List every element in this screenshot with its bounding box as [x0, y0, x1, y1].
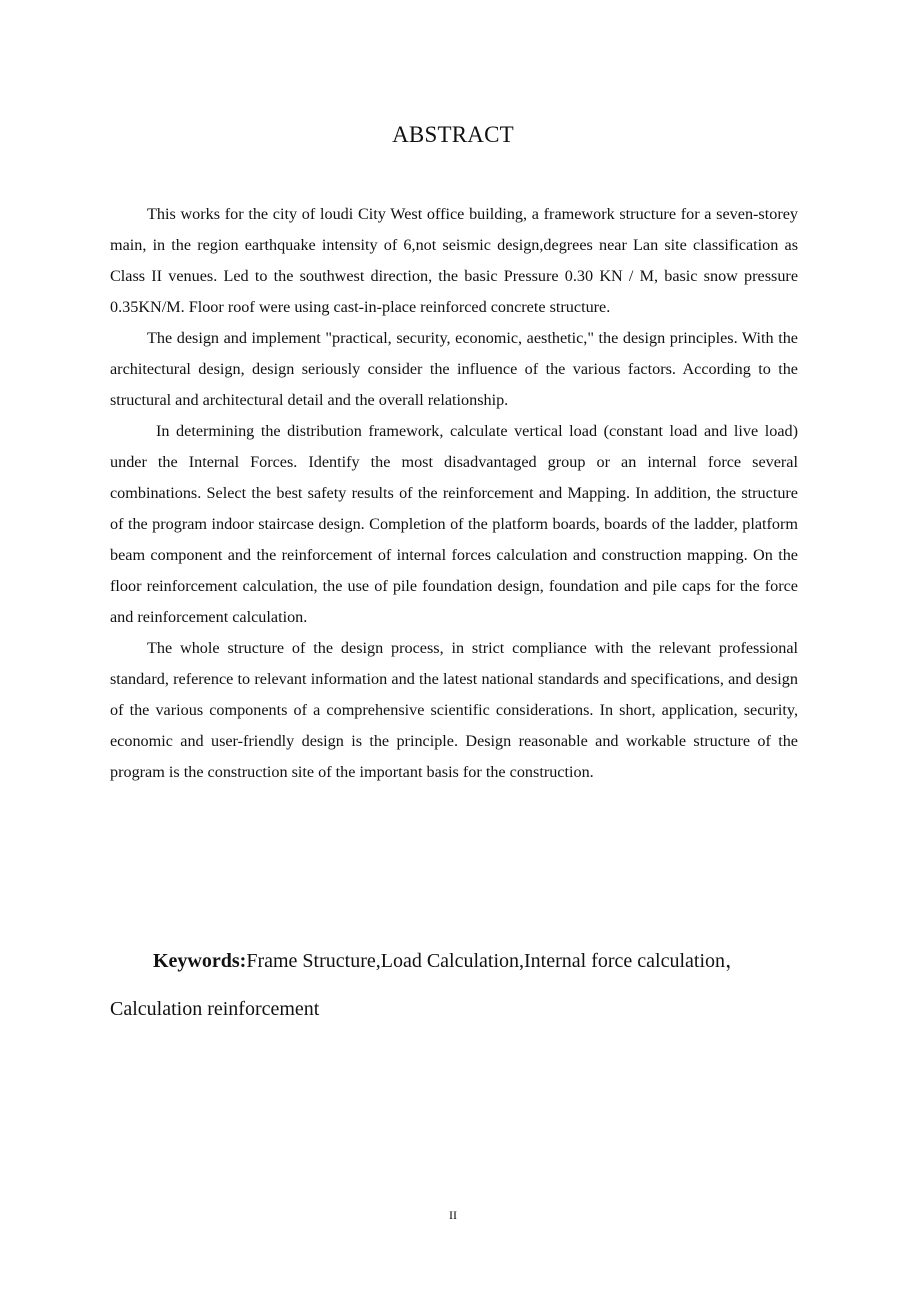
abstract-paragraph-3: In determining the distribution framework, calculate vertical load (constant load and live load) under the Internal Forces. Identify the most disadvantaged group or an internal force several combinations. Select the best safety results of the reinforcement and Mapping. In addition, the structure of the program indoor staircase design. Completion of the platform boards, boards of the ladder, platform beam component and the reinforcement of internal forces calculation and construction mapping. On the floor reinforcement calculation, the use of pile foundation design, foundation and pile caps for the force and reinforcement calculation. — [110, 422, 798, 626]
abstract-paragraph-2: The design and implement "practical, security, economic, aesthetic," the design principles. With the architectural design, design seriously consider the influence of the various factors. According to the structural and architectural detail and the overall relationship. — [110, 329, 798, 409]
keywords-label: Keywords: — [153, 950, 247, 972]
keywords-text: Frame Structure,Load Calculation,Internal force calculation，Calculation reinforcement — [110, 950, 746, 1020]
keywords-line — [110, 937, 800, 1033]
abstract-paragraph-4: The whole structure of the design process, in strict compliance with the relevant professional standard, reference to relevant information and the latest national standards and specifications, and design of the various components of a comprehensive scientific considerations. In short, application, security, economic and user-friendly design is the principle. Design reasonable and workable structure of the program is the construction site of the important basis for the construction. — [110, 639, 798, 781]
abstract-title: ABSTRACT — [392, 122, 514, 147]
abstract-paragraph-1: This works for the city of loudi City West office building, a framework structure for a seven-storey main, in the region earthquake intensity of 6,not seismic design,degrees near Lan site classification as Class II venues. Led to the southwest direction, the basic Pressure 0.30 KN / M, basic snow pressure 0.35KN/M. Floor roof were using cast-in-place reinforced concrete structure. — [110, 205, 798, 316]
abstract-body — [110, 199, 798, 788]
page-number: II — [449, 1208, 457, 1222]
